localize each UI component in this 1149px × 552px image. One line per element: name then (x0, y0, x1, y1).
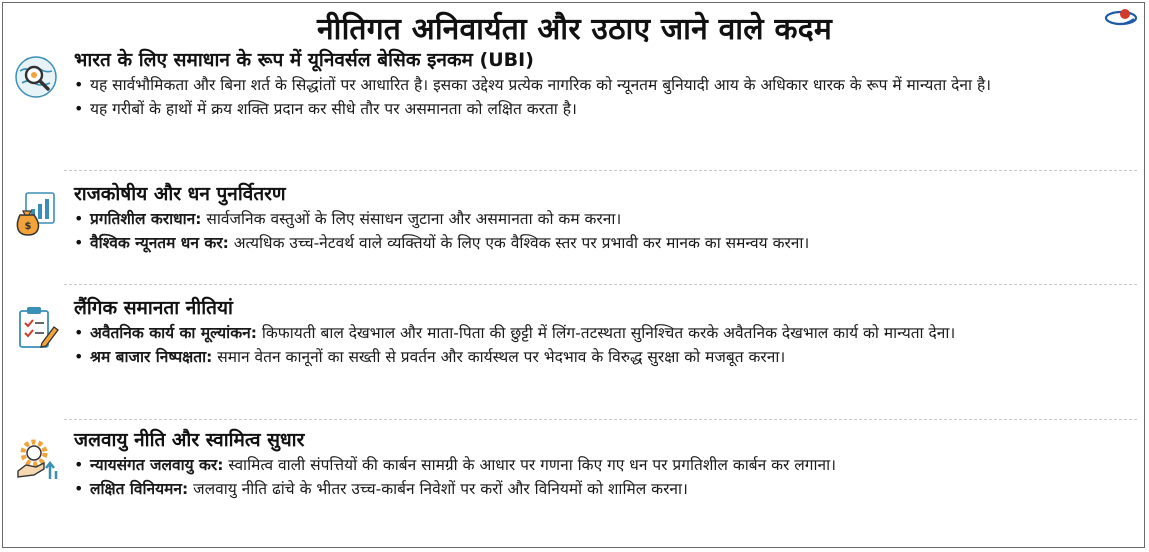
bullet-label: लक्षित विनियमन: (90, 480, 189, 498)
list-item (74, 321, 1141, 345)
section-divider (64, 170, 1137, 171)
section-heading: राजकोषीय और धन पुनर्वितरण (74, 183, 286, 205)
list-item (74, 345, 1141, 369)
brand-logo-icon (1103, 6, 1139, 30)
section-heading: लैंगिक समानता नीतियां (74, 297, 233, 319)
bullet-text: यह गरीबों के हाथों में क्रय शक्ति प्रदान कर सीधे तौर पर असमानता को लक्षित करता है। (90, 100, 577, 118)
section-heading: भारत के लिए समाधान के रूप में यूनिवर्सल बेसिक इनकम (UBI) (74, 49, 534, 71)
bullet-text: समान वेतन कानूनों का सख्ती से प्रवर्तन और कार्यस्थल पर भेदभाव के विरुद्ध सुरक्षा को मजबूत करना। (212, 348, 786, 366)
gear-hand-growth-icon (12, 435, 60, 483)
bullet-label: अवैतनिक कार्य का मूल्यांकन: (90, 324, 257, 342)
section-climate (10, 427, 1141, 545)
bullet-label: श्रम बाजार निष्पक्षता: (90, 348, 213, 366)
list-item (74, 207, 1141, 231)
section-fiscal (10, 181, 1141, 271)
magnifier-globe-icon (12, 53, 60, 101)
list-item (74, 97, 1141, 121)
list-item (74, 231, 1141, 255)
bullet-text: सार्वजनिक वस्तुओं के लिए संसाधन जुटाना और असमानता को कम करना। (201, 210, 622, 228)
bullet-text: यह सार्वभौमिकता और बिना शर्त के सिद्धांतों पर आधारित है। इसका उद्देश्य प्रत्येक नागरिक को न्यूनतम बुनियादी आय के अधिकार धारक के रूप में मान्यता देना है। (90, 76, 992, 94)
bullet-list (74, 207, 1141, 255)
bullet-text: अत्यधिक उच्च-नेटवर्थ वाले व्यक्तियों के लिए एक वैश्विक स्तर पर प्रभावी कर मानक का समन्वय करना। (228, 234, 810, 252)
bullet-text: स्वामित्व वाली संपत्तियों की कार्बन सामग्री के आधार पर गणना किए गए धन पर प्रगतिशील कार्बन कर लगाना। (223, 456, 837, 474)
bullet-list (74, 321, 1141, 369)
list-item (74, 453, 1141, 477)
clipboard-pencil-icon (12, 303, 60, 351)
bullet-text: जलवायु नीति ढांचे के भीतर उच्च-कार्बन निवेशों पर करों और विनियमों को शामिल करना। (188, 480, 688, 498)
bullet-label: न्यायसंगत जलवायु कर: (90, 456, 224, 474)
list-item (74, 477, 1141, 501)
section-divider (64, 284, 1137, 285)
bullet-label: प्रगतिशील कराधान: (90, 210, 202, 228)
bullet-list (74, 73, 1141, 121)
page-title: नीतिगत अनिवार्यता और उठाए जाने वाले कदम (317, 12, 832, 47)
money-bag-chart-icon (12, 189, 60, 237)
bullet-list (74, 453, 1141, 501)
section-ubi (10, 47, 1141, 163)
section-divider (64, 419, 1137, 420)
svg-text:$: $ (24, 221, 32, 232)
bullet-label: वैश्विक न्यूनतम धन कर: (90, 234, 229, 252)
bullet-text: किफायती बाल देखभाल और माता-पिता की छुट्टी में लिंग-तटस्थता सुनिश्चित करके अवैतनिक देखभाल कार्य को मान्यता देना। (256, 324, 956, 342)
section-heading: जलवायु नीति और स्वामित्व सुधार (74, 429, 305, 451)
list-item (74, 73, 1141, 97)
section-gender (10, 295, 1141, 415)
